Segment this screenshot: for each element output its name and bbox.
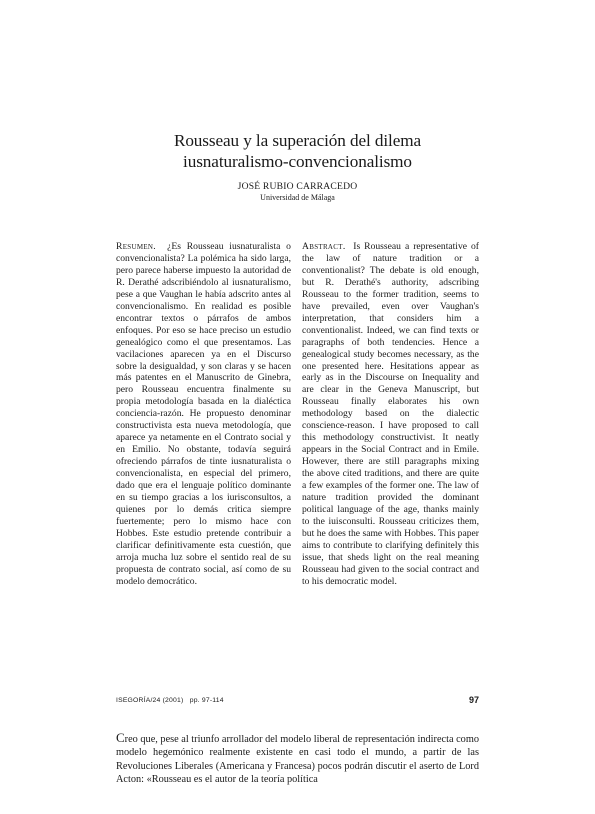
footer-journal: ISEGORÍA/24 (2001) — [116, 697, 184, 704]
page-number: 97 — [468, 695, 479, 705]
author-name: JOSÉ RUBIO CARRACEDO — [237, 181, 358, 192]
abstract-english: Abstract. Is Rousseau a representative of the law of nature tradition or a conventionalist? The debate is old enough, but R. Derathé's authority, adscribing Rousseau to the former tradition, seems to have prevailed, even over Vaughan's interpretation, that considers him a conventionalist. Indeed, we can find texts or paragraphs of both tendencies. Hence a genealogical study becomes necessary, as the one presented here. Hesitations appear as early as in the Discourse on Inequality and are clear in the Geneva Manuscript, but Rousseau finally elaborates his own methodology based on the dialectic conscience-reason. I have proposed to call this methodology constructivist. It neatly appears in the Social Contract and in Emile. However, there are still paragraphs mixing the above cited traditions, and there are quite a few examples of the former one. The law of nature tradition provided the dominant political language of the age, thanks mainly to the iuisconsulti. Rousseau criticizes them, but he does the same with Hobbes. This paper aims to contribute to clarifying definitely this issue, that sheds light on the real meaning Rousseau had given to the social contract and to his democratic model. — [302, 241, 479, 587]
abstract-english-label: Abstract — [302, 241, 343, 252]
abstract-spanish-text: ¿Es Rousseau iusnaturalista o convencionalista? La polémica ha sido larga, pero parece haberse impuesto la autoridad de R. Derathé adscribiéndolo al iusnaturalismo, pese a que Vaughan le había adscrito antes al convencionalismo. En realidad es posible encontrar textos o párrafos de ambos enfoques. Por eso se hace preciso un estudio genealógico como el que presentamos. Las vacilaciones aparecen ya en el Discurso sobre la desigualdad, y son claras y se hacen más patentes en el Manuscrito de Ginebra, pero Rousseau encuentra finalmente su propia metodología basada en la dialéctica conciencia-razón. He propuesto denominar constructivista esta nueva metodología, que aparece ya netamente en el Contrato social y en Emilio. No obstante, todavía seguirá ofreciendo párrafos de tinte iusnaturalista o convencionalista, en especial del primero, dado que era el lenguaje político dominante en su tiempo gracias a los iurisconsultos, a quienes por lo demás critica siempre fuertemente; pero lo mismo hace con Hobbes. Este estudio pretende contribuir a clarificar definitivamente esta cuestión, que arroja mucha luz sobre el sentido real de su propuesta de contrato social, así como de su modelo democrático. — [116, 241, 291, 587]
footer-pages: pp. 97-114 — [189, 697, 224, 704]
abstract-spanish-label: Resumen — [116, 241, 154, 252]
body-initial-letter: C — [116, 730, 125, 745]
article-title — [60, 131, 535, 172]
body-paragraph — [116, 731, 479, 786]
abstract-english-text: Is Rousseau a representative of the law of nature tradition or a conventionalist? The debate is old enough, but R. Derathé's authority, adscribing Rousseau to the former tradition, seems to have prevailed, even over Vaughan's interpretation, that considers him a conventionalist. Indeed, we can find texts or paragraphs of both tendencies. Hence a genealogical study becomes necessary, as the one presented here. Hesitations appear as early as in the Discourse on Inequality and are clear in the Geneva Manuscript, but Rousseau finally elaborates his own methodology based on the dialectic conscience-reason. I have proposed to call this methodology constructivist. It neatly appears in the Social Contract and in Emile. However, there are still paragraphs mixing the above cited traditions, and there are quite a few examples of the former one. The law of nature tradition provided the dominant political language of the age, thanks mainly to the iuisconsulti. Rousseau criticizes them, but he does the same with Hobbes. This paper aims to contribute to clarifying definitely this issue, that sheds light on the real meaning Rousseau had given to the social contract and to his democratic model. — [302, 241, 479, 587]
abstract-spanish: Resumen. ¿Es Rousseau iusnaturalista o convencionalista? La polémica ha sido larga, pero parece haberse impuesto la autoridad de R. Derathé adscribiéndolo al iusnaturalismo, pese a que Vaughan le había adscrito antes al convencionalismo. En realidad es posible encontrar textos o párrafos de ambos enfoques. Por eso se hace preciso un estudio genealógico como el que presentamos. Las vacilaciones aparecen ya en el Discurso sobre la desigualdad, y son claras y se hacen más patentes en el Manuscrito de Ginebra, pero Rousseau encuentra finalmente su propia metodología basada en la dialéctica conciencia-razón. He propuesto denominar constructivista esta nueva metodología, que aparece ya netamente en el Contrato social y en Emilio. No obstante, todavía seguirá ofreciendo párrafos de tinte iusnaturalista o convencionalista, en especial del primero, dado que era el lenguaje político dominante en su tiempo gracias a los iurisconsultos, a quienes por lo demás critica siempre fuertemente; pero lo mismo hace con Hobbes. Este estudio pretende contribuir a clarificar definitivamente esta cuestión, que arroja mucha luz sobre el sentido real de su propuesta de contrato social, así como de su modelo democrático. — [116, 241, 291, 587]
footer-citation — [116, 697, 224, 704]
title-line-2: iusnaturalismo-convencionalismo — [183, 151, 412, 171]
body-paragraph-text: reo que, pese al triunfo arrollador del modelo liberal de representación indirecta como modelo hegemónico realmente existente en casi todo el mundo, a partir de las Revoluciones Liberales (Americana y Francesa) pocos podrán discutir el aserto de Lord Acton: «Rousseau es el autor de la teoría política — [116, 734, 479, 785]
title-line-1: Rousseau y la superación del dilema — [173, 131, 422, 150]
author-affiliation: Universidad de Málaga — [260, 193, 335, 202]
